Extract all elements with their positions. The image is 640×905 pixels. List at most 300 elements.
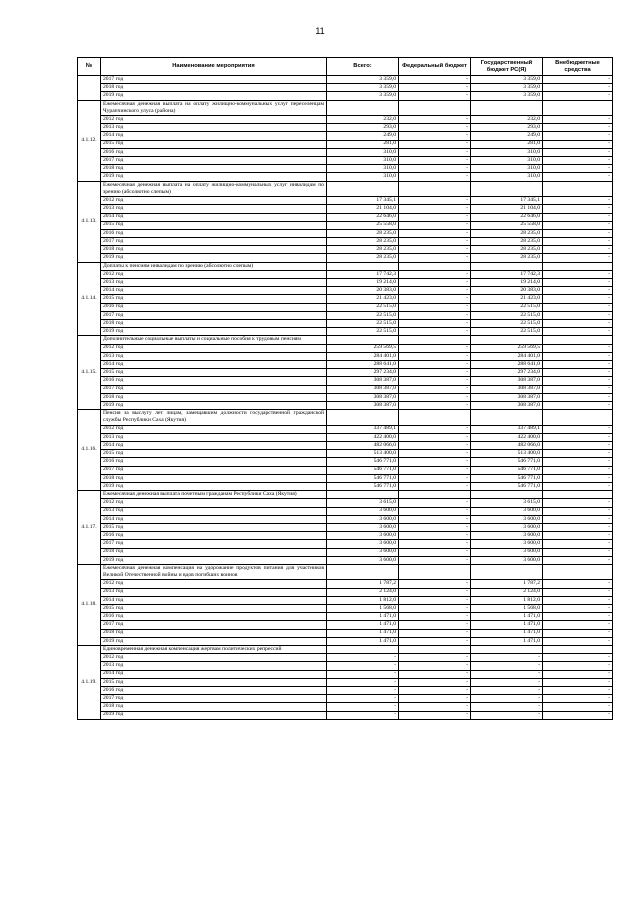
year-cell: 2016 год bbox=[101, 532, 327, 540]
extra-cell: - bbox=[543, 311, 613, 319]
year-cell: 2018 год bbox=[101, 246, 327, 254]
total-cell: 3 359,0 bbox=[327, 76, 399, 84]
state-cell: - bbox=[471, 662, 543, 670]
state-cell: 1 471,0 bbox=[471, 613, 543, 621]
table-row bbox=[78, 596, 613, 604]
table-row bbox=[78, 458, 613, 466]
table-row bbox=[78, 124, 613, 132]
year-cell: 2019 год bbox=[101, 711, 327, 719]
year-cell: 2015 год bbox=[101, 524, 327, 532]
total-cell: 19 214,0 bbox=[327, 279, 399, 287]
table-row bbox=[78, 629, 613, 637]
section-title-row bbox=[78, 262, 613, 270]
table-row bbox=[78, 401, 613, 409]
year-cell: 2012 год bbox=[101, 580, 327, 588]
federal-cell: - bbox=[399, 238, 471, 246]
empty-cell bbox=[543, 564, 613, 580]
federal-cell: - bbox=[399, 580, 471, 588]
extra-cell: - bbox=[543, 352, 613, 360]
year-cell: 2015 год bbox=[101, 369, 327, 377]
year-cell: 2015 год bbox=[101, 140, 327, 148]
federal-cell: - bbox=[399, 548, 471, 556]
table-row bbox=[78, 369, 613, 377]
year-cell: 2017 год bbox=[101, 385, 327, 393]
year-cell: 2018 год bbox=[101, 84, 327, 92]
federal-cell: - bbox=[399, 524, 471, 532]
year-cell: 2019 год bbox=[101, 254, 327, 262]
year-cell: 2015 год bbox=[101, 678, 327, 686]
state-cell: 3 600,0 bbox=[471, 548, 543, 556]
total-cell: 21 104,0 bbox=[327, 205, 399, 213]
total-cell: 3 600,0 bbox=[327, 524, 399, 532]
extra-cell: - bbox=[543, 556, 613, 564]
federal-cell: - bbox=[399, 425, 471, 433]
empty-cell bbox=[399, 336, 471, 344]
extra-cell: - bbox=[543, 629, 613, 637]
state-cell: 284 401,0 bbox=[471, 352, 543, 360]
year-cell: 2014 год bbox=[101, 670, 327, 678]
state-cell: 1 471,0 bbox=[471, 637, 543, 645]
empty-cell bbox=[399, 491, 471, 499]
total-cell: 310,0 bbox=[327, 148, 399, 156]
state-cell: 19 214,0 bbox=[471, 279, 543, 287]
total-cell: 308 387,0 bbox=[327, 377, 399, 385]
extra-cell: - bbox=[543, 213, 613, 221]
total-cell: 308 387,0 bbox=[327, 385, 399, 393]
total-cell: 546 771,0 bbox=[327, 466, 399, 474]
federal-cell: - bbox=[399, 369, 471, 377]
year-cell: 2018 год bbox=[101, 474, 327, 482]
year-cell: 2017 год bbox=[101, 76, 327, 84]
table-row bbox=[78, 205, 613, 213]
table-row bbox=[78, 148, 613, 156]
table-row bbox=[78, 344, 613, 352]
empty-cell bbox=[399, 100, 471, 116]
total-cell: 546 771,0 bbox=[327, 474, 399, 482]
extra-cell: - bbox=[543, 124, 613, 132]
section-code: 4.1.15. bbox=[78, 336, 101, 410]
empty-cell bbox=[399, 564, 471, 580]
section-code: 4.1.17. bbox=[78, 491, 101, 565]
year-cell: 2015 год bbox=[101, 605, 327, 613]
total-cell: 17 742,3 bbox=[327, 270, 399, 278]
federal-cell: - bbox=[399, 270, 471, 278]
state-cell: 310,0 bbox=[471, 173, 543, 181]
page-number: 11 bbox=[315, 26, 325, 36]
empty-cell bbox=[543, 645, 613, 653]
extra-cell: - bbox=[543, 621, 613, 629]
federal-cell: - bbox=[399, 613, 471, 621]
section-title: Единовременная денежная компенсация жертвам политических репрессий bbox=[101, 645, 327, 653]
extra-cell: - bbox=[543, 287, 613, 295]
extra-cell: - bbox=[543, 361, 613, 369]
state-cell: 22 515,0 bbox=[471, 311, 543, 319]
table-row bbox=[78, 287, 613, 295]
header-total: Всего: bbox=[327, 58, 399, 76]
state-cell: - bbox=[471, 711, 543, 719]
section-title: Пенсия за выслугу лет лицам, замещавшим должности государственной гражданской службы Республики Саха (Якутия) bbox=[101, 410, 327, 426]
federal-cell: - bbox=[399, 344, 471, 352]
table-row bbox=[78, 238, 613, 246]
federal-cell: - bbox=[399, 711, 471, 719]
empty-cell bbox=[543, 100, 613, 116]
federal-cell: - bbox=[399, 221, 471, 229]
extra-cell: - bbox=[543, 157, 613, 165]
year-cell: 2016 год bbox=[101, 613, 327, 621]
table-row bbox=[78, 246, 613, 254]
federal-cell: - bbox=[399, 116, 471, 124]
table-row bbox=[78, 157, 613, 165]
total-cell: 28 235,0 bbox=[327, 238, 399, 246]
total-cell: 482 066,0 bbox=[327, 442, 399, 450]
table-row bbox=[78, 197, 613, 205]
total-cell: 546 771,0 bbox=[327, 483, 399, 491]
total-cell: 310,0 bbox=[327, 173, 399, 181]
table-row bbox=[78, 270, 613, 278]
year-cell: 2017 год bbox=[101, 311, 327, 319]
state-cell: 310,0 bbox=[471, 157, 543, 165]
empty-cell bbox=[543, 491, 613, 499]
state-cell: 546 771,0 bbox=[471, 474, 543, 482]
table-row bbox=[78, 165, 613, 173]
federal-cell: - bbox=[399, 466, 471, 474]
table-row bbox=[78, 132, 613, 140]
extra-cell: - bbox=[543, 695, 613, 703]
year-cell: 2019 год bbox=[101, 328, 327, 336]
year-cell: 2013 год bbox=[101, 279, 327, 287]
table-row bbox=[78, 532, 613, 540]
year-cell: 2017 год bbox=[101, 157, 327, 165]
federal-cell: - bbox=[399, 401, 471, 409]
extra-cell: - bbox=[543, 466, 613, 474]
section-code bbox=[78, 76, 101, 101]
year-cell: 2017 год bbox=[101, 466, 327, 474]
state-cell: 482 066,0 bbox=[471, 442, 543, 450]
total-cell: 1 568,0 bbox=[327, 605, 399, 613]
federal-cell: - bbox=[399, 352, 471, 360]
budget-table bbox=[77, 57, 613, 720]
year-cell: 2018 год bbox=[101, 548, 327, 556]
header-num: № bbox=[78, 58, 101, 76]
extra-cell: - bbox=[543, 450, 613, 458]
state-cell: 3 600,0 bbox=[471, 515, 543, 523]
state-cell: 22 515,0 bbox=[471, 320, 543, 328]
state-cell: 308 387,0 bbox=[471, 401, 543, 409]
total-cell: - bbox=[327, 687, 399, 695]
extra-cell: - bbox=[543, 662, 613, 670]
year-cell: 2018 год bbox=[101, 393, 327, 401]
table-row bbox=[78, 425, 613, 433]
federal-cell: - bbox=[399, 393, 471, 401]
state-cell: 422 400,0 bbox=[471, 433, 543, 441]
state-cell: 1 471,0 bbox=[471, 621, 543, 629]
section-title: Ежемесячная денежная выплата на оплату жилищно-коммунальных услуг инвалидам по зрению (абсолютно слепым) bbox=[101, 181, 327, 197]
extra-cell: - bbox=[543, 148, 613, 156]
table-row bbox=[78, 279, 613, 287]
total-cell: 3 600,0 bbox=[327, 548, 399, 556]
extra-cell: - bbox=[543, 377, 613, 385]
federal-cell: - bbox=[399, 474, 471, 482]
federal-cell: - bbox=[399, 229, 471, 237]
total-cell: 513 400,0 bbox=[327, 450, 399, 458]
empty-cell bbox=[399, 645, 471, 653]
state-cell: 3 359,0 bbox=[471, 92, 543, 100]
table-row bbox=[78, 507, 613, 515]
table-row bbox=[78, 662, 613, 670]
state-cell: 28 235,0 bbox=[471, 238, 543, 246]
empty-cell bbox=[471, 181, 543, 197]
year-cell: 2014 год bbox=[101, 442, 327, 450]
total-cell: 28 235,0 bbox=[327, 254, 399, 262]
table-row bbox=[78, 695, 613, 703]
extra-cell: - bbox=[543, 173, 613, 181]
total-cell: 3 359,0 bbox=[327, 84, 399, 92]
federal-cell: - bbox=[399, 450, 471, 458]
year-cell: 2014 год bbox=[101, 287, 327, 295]
year-cell: 2012 год bbox=[101, 499, 327, 507]
year-cell: 2016 год bbox=[101, 229, 327, 237]
extra-cell: - bbox=[543, 393, 613, 401]
state-cell: 28 235,0 bbox=[471, 229, 543, 237]
total-cell: - bbox=[327, 678, 399, 686]
total-cell: 310,0 bbox=[327, 157, 399, 165]
year-cell: 2019 год bbox=[101, 173, 327, 181]
state-cell: 22 646,0 bbox=[471, 213, 543, 221]
table-row bbox=[78, 385, 613, 393]
total-cell: 546 771,0 bbox=[327, 458, 399, 466]
year-cell: 2015 год bbox=[101, 295, 327, 303]
year-cell: 2016 год bbox=[101, 687, 327, 695]
table-row bbox=[78, 670, 613, 678]
table-row bbox=[78, 588, 613, 596]
table-row bbox=[78, 687, 613, 695]
extra-cell: - bbox=[543, 254, 613, 262]
section-title-row bbox=[78, 491, 613, 499]
empty-cell bbox=[471, 410, 543, 426]
state-cell: 21 423,0 bbox=[471, 295, 543, 303]
state-cell: - bbox=[471, 670, 543, 678]
empty-cell bbox=[543, 336, 613, 344]
extra-cell: - bbox=[543, 279, 613, 287]
empty-cell bbox=[471, 491, 543, 499]
federal-cell: - bbox=[399, 596, 471, 604]
total-cell: 1 471,0 bbox=[327, 613, 399, 621]
total-cell: - bbox=[327, 670, 399, 678]
section-code: 4.1.19. bbox=[78, 645, 101, 719]
empty-cell bbox=[327, 100, 399, 116]
extra-cell: - bbox=[543, 76, 613, 84]
federal-cell: - bbox=[399, 132, 471, 140]
section-code: 4.1.13. bbox=[78, 181, 101, 262]
extra-cell: - bbox=[543, 678, 613, 686]
header-state: Государственный бюджет РС(Я) bbox=[471, 58, 543, 76]
section-title: Ежемесячная денежная выплата на оплату жилищно-коммунальных услуг переселенцам Чурапчинского улуса (района) bbox=[101, 100, 327, 116]
year-cell: 2012 год bbox=[101, 425, 327, 433]
federal-cell: - bbox=[399, 637, 471, 645]
extra-cell: - bbox=[543, 303, 613, 311]
empty-cell bbox=[327, 491, 399, 499]
state-cell: 546 771,0 bbox=[471, 483, 543, 491]
extra-cell: - bbox=[543, 580, 613, 588]
extra-cell: - bbox=[543, 140, 613, 148]
federal-cell: - bbox=[399, 695, 471, 703]
section-title-row bbox=[78, 336, 613, 344]
table-body bbox=[78, 76, 613, 720]
state-cell: 546 771,0 bbox=[471, 458, 543, 466]
section-title-row bbox=[78, 564, 613, 580]
extra-cell: - bbox=[543, 588, 613, 596]
empty-cell bbox=[471, 100, 543, 116]
table-row bbox=[78, 450, 613, 458]
total-cell: 1 471,0 bbox=[327, 629, 399, 637]
year-cell: 2012 год bbox=[101, 270, 327, 278]
federal-cell: - bbox=[399, 588, 471, 596]
federal-cell: - bbox=[399, 213, 471, 221]
state-cell: 1 568,0 bbox=[471, 605, 543, 613]
extra-cell: - bbox=[543, 116, 613, 124]
federal-cell: - bbox=[399, 629, 471, 637]
federal-cell: - bbox=[399, 287, 471, 295]
federal-cell: - bbox=[399, 361, 471, 369]
extra-cell: - bbox=[543, 425, 613, 433]
state-cell: - bbox=[471, 678, 543, 686]
federal-cell: - bbox=[399, 687, 471, 695]
table-row bbox=[78, 637, 613, 645]
federal-cell: - bbox=[399, 442, 471, 450]
state-cell: 22 515,0 bbox=[471, 303, 543, 311]
extra-cell: - bbox=[543, 270, 613, 278]
year-cell: 2018 год bbox=[101, 320, 327, 328]
total-cell: 293,0 bbox=[327, 124, 399, 132]
state-cell: 20 383,0 bbox=[471, 287, 543, 295]
year-cell: 2019 год bbox=[101, 401, 327, 409]
header-name: Наименование мероприятия bbox=[101, 58, 327, 76]
section-code: 4.1.12. bbox=[78, 100, 101, 181]
year-cell: 2017 год bbox=[101, 540, 327, 548]
extra-cell: - bbox=[543, 458, 613, 466]
empty-cell bbox=[543, 181, 613, 197]
year-cell: 2019 год bbox=[101, 556, 327, 564]
year-cell: 2016 год bbox=[101, 148, 327, 156]
table-row bbox=[78, 515, 613, 523]
total-cell: - bbox=[327, 711, 399, 719]
empty-cell bbox=[399, 262, 471, 270]
year-cell: 2019 год bbox=[101, 637, 327, 645]
state-cell: 3 615,0 bbox=[471, 499, 543, 507]
extra-cell: - bbox=[543, 246, 613, 254]
total-cell: 17 345,1 bbox=[327, 197, 399, 205]
table-row bbox=[78, 76, 613, 84]
total-cell: - bbox=[327, 662, 399, 670]
empty-cell bbox=[399, 410, 471, 426]
extra-cell: - bbox=[543, 687, 613, 695]
extra-cell: - bbox=[543, 613, 613, 621]
year-cell: 2016 год bbox=[101, 458, 327, 466]
federal-cell: - bbox=[399, 654, 471, 662]
state-cell: 308 387,0 bbox=[471, 385, 543, 393]
federal-cell: - bbox=[399, 279, 471, 287]
total-cell: - bbox=[327, 695, 399, 703]
state-cell: 513 400,0 bbox=[471, 450, 543, 458]
federal-cell: - bbox=[399, 515, 471, 523]
federal-cell: - bbox=[399, 670, 471, 678]
year-cell: 2012 год bbox=[101, 654, 327, 662]
state-cell: 297 234,0 bbox=[471, 369, 543, 377]
state-cell: 1 471,0 bbox=[471, 629, 543, 637]
year-cell: 2013 год bbox=[101, 507, 327, 515]
total-cell: 3 600,0 bbox=[327, 515, 399, 523]
total-cell: 1 812,0 bbox=[327, 596, 399, 604]
total-cell: 3 600,0 bbox=[327, 507, 399, 515]
federal-cell: - bbox=[399, 254, 471, 262]
year-cell: 2014 год bbox=[101, 361, 327, 369]
extra-cell: - bbox=[543, 540, 613, 548]
federal-cell: - bbox=[399, 140, 471, 148]
table-row bbox=[78, 352, 613, 360]
table-row bbox=[78, 393, 613, 401]
year-cell: 2015 год bbox=[101, 221, 327, 229]
extra-cell: - bbox=[543, 433, 613, 441]
extra-cell: - bbox=[543, 548, 613, 556]
total-cell: 28 235,0 bbox=[327, 246, 399, 254]
federal-cell: - bbox=[399, 295, 471, 303]
state-cell: 3 359,0 bbox=[471, 84, 543, 92]
state-cell: 310,0 bbox=[471, 165, 543, 173]
extra-cell: - bbox=[543, 499, 613, 507]
section-title: Доплаты к пенсиям инвалидам по зрению (абсолютно слепым) bbox=[101, 262, 327, 270]
total-cell: 1 787,2 bbox=[327, 580, 399, 588]
state-cell: 281,0 bbox=[471, 140, 543, 148]
extra-cell: - bbox=[543, 524, 613, 532]
federal-cell: - bbox=[399, 377, 471, 385]
year-cell: 2013 год bbox=[101, 588, 327, 596]
state-cell: - bbox=[471, 687, 543, 695]
empty-cell bbox=[471, 645, 543, 653]
empty-cell bbox=[543, 262, 613, 270]
extra-cell: - bbox=[543, 483, 613, 491]
extra-cell: - bbox=[543, 165, 613, 173]
header-federal: Федеральный бюджет bbox=[399, 58, 471, 76]
state-cell: 310,0 bbox=[471, 148, 543, 156]
year-cell: 2013 год bbox=[101, 433, 327, 441]
table-row bbox=[78, 548, 613, 556]
extra-cell: - bbox=[543, 205, 613, 213]
section-title: Ежемесячная денежная выплата почетным гражданам Республики Саха (Якутия) bbox=[101, 491, 327, 499]
total-cell: 310,0 bbox=[327, 165, 399, 173]
federal-cell: - bbox=[399, 605, 471, 613]
table-row bbox=[78, 466, 613, 474]
state-cell: 308 387,0 bbox=[471, 393, 543, 401]
extra-cell: - bbox=[543, 132, 613, 140]
state-cell: 3 600,0 bbox=[471, 540, 543, 548]
state-cell: 17 742,3 bbox=[471, 270, 543, 278]
year-cell: 2016 год bbox=[101, 303, 327, 311]
federal-cell: - bbox=[399, 311, 471, 319]
total-cell: 308 387,0 bbox=[327, 401, 399, 409]
extra-cell: - bbox=[543, 320, 613, 328]
federal-cell: - bbox=[399, 532, 471, 540]
year-cell: 2016 год bbox=[101, 377, 327, 385]
state-cell: 232,0 bbox=[471, 116, 543, 124]
table-row bbox=[78, 254, 613, 262]
table-row bbox=[78, 524, 613, 532]
table-row bbox=[78, 377, 613, 385]
empty-cell bbox=[543, 410, 613, 426]
year-cell: 2013 год bbox=[101, 205, 327, 213]
section-title-row bbox=[78, 100, 613, 116]
state-cell: 25 558,0 bbox=[471, 221, 543, 229]
year-cell: 2013 год bbox=[101, 352, 327, 360]
